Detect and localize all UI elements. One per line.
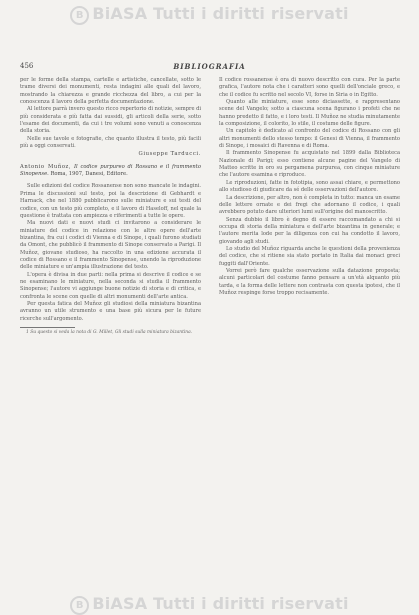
review-entry-heading [20, 164, 201, 179]
watermark-bottom-text: BiASA Tutti i diritti riservati [92, 594, 349, 613]
paragraph: Quanto alle miniature, esse sono diciassette, e rappresentano scene del Vangelo; sotto a ciascuna scena figurano i profeti che ne hanno predetto il fatto, e i loro testi. Il Muñoz ne studia minutamente la composizione, il colorito, lo stile, il costume delle figure. [219, 99, 400, 128]
paragraph: Ma nuovi dati e nuovi studi ci invitarono a considerare le miniature del codice in relazione con le altre opere dell'arte bizantina, fra cui i codici di Vienna e di Sinope, i quali furono studiati da Omont, che pubblicò il frammento di Sinope conservato a Parigi. Il Muñoz, giovane studioso, ha raccolto in una edizione accurata il codice di Rossano e il frammento Sinopense, unendo la riproduzione delle miniature e un'ampia illustrazione del testo. [20, 220, 201, 271]
paragraph: Un capitolo è dedicato al confronto del codice di Rossano con gli altri monumenti dello stesso tempo: il Genesi di Vienna, il frammento di Sinope, i mosaici di Ravenna e di Roma. [219, 128, 400, 150]
running-header [20, 62, 399, 74]
paragraph: Per questa fatica del Muñoz gli studiosi della miniatura bizantina avranno un utile strumento e una base più sicura per le future ricerche sull'argomento. [20, 300, 201, 322]
footnote-rule [20, 327, 75, 328]
paragraph: Senza dubbio il libro è degno di essere raccomandato a chi si occupa di storia della miniatura e dell'arte bizantina in generale; e l'autore merita lode per la diligenza con cui ha condotto il lavoro, giovando agli studi. [219, 216, 400, 245]
copyright-logo-icon: B [70, 596, 89, 615]
entry-author: Antonio Muñoz, [20, 163, 72, 170]
paragraph: Vorrei però fare qualche osservazione sulla datazione proposta; alcuni particolari del costume fanno pensare a un'età alquanto più tarda, e la forma delle lettere non contrasta con questa ipotesi, che il Muñoz respinge forse troppo recisamente. [219, 267, 400, 296]
paragraph: per le forme della stampa, cartelle e artistiche, cancellate, sotto le trame diversi dei monumenti, resta indagini alle quali del lavoro, mostrando la chiarezza e grande ricchezza del libro, a cui per la conoscenza il lavoro della perfetta documentazione. [20, 77, 201, 106]
paragraph: Sulle edizioni del codice Rossanense non sono mancate le indagini. Prima le discussioni sul testo, poi la descrizione di Gebhardt e Harnack, che nel 1880 pubblicarono sulle miniature e sui testi del codice, con un testo più completo, e il lavoro di Haseloff, nel quale la questione è trattata con ampiezza e riferimenti a tutte le opere. [20, 183, 201, 219]
entry-title: Il codice purpureo di Rossano e il frammento Sinopense. [20, 163, 201, 178]
review-signature: Giuseppe Tarducci. [138, 151, 201, 158]
paragraph: Il frammento Sinopense fu acquistato nel 1899 dalla Biblioteca Nazionale di Parigi; esso contiene alcune pagine del Vangelo di Matteo scritte in oro su pergamena purpurea, con cinque miniature che l'autore esamina e riproduce. [219, 150, 400, 179]
paragraph: Il codice rossanense è ora di nuovo descritto con cura. Per la parte grafica, l'autore nota che i caratteri sono quelli dell'onciale greco, e che il codice fu scritto nel secolo VI, forse in Siria o in Egitto. [219, 77, 400, 98]
watermark-top [0, 4, 419, 25]
footnote: 1 Su questo si veda la nota di G. Millet, Gli studi sulla miniatura bizantina. [26, 330, 193, 335]
paragraph: La descrizione, per altro, non è completa in tutto: manca un esame delle lettere ornate e dei fregi che adornano il codice, i quali avrebbero potuto dare ulteriori lumi sull'origine del manoscritto. [219, 194, 400, 216]
copyright-logo-icon: B [70, 6, 89, 25]
watermark-top-text: BiASA Tutti i diritti riservati [92, 4, 349, 23]
watermark-bottom [0, 594, 419, 615]
paragraph: Le riproduzioni, fatte in fototipia, sono assai chiare, e permettono allo studioso di giudicare da sé delle osservazioni dell'autore. [219, 179, 400, 194]
running-title: BIBLIOGRAFIA [173, 62, 246, 71]
paragraph: Al lettore parrà invero questo ricco repertorio di notizie, sempre di più considerata e più fatta dai sussidi, gli articoli della serie, sotto l'esame dei documenti, da cui i tre volumi sono venuti a conoscenza della storia. [20, 106, 201, 135]
right-column [219, 77, 400, 600]
page-number: 456 [20, 62, 34, 70]
paragraph: L'opera è divisa in due parti: nella prima si descrive il codice e se ne esaminano le miniature, nella seconda si studia il frammento Sinopense; l'autore vi aggiunge buone notizie di storia e di critica, e confronta le scene con quelle di altri monumenti dell'arte antica. [20, 271, 201, 300]
paragraph: Lo studio del Muñoz riguarda anche le questioni della provenienza del codice, che si ritiene sia stato portato in Italia dai monaci greci fuggiti dall'Oriente. [219, 245, 400, 267]
paragraph: Nelle sue tavole e fotografie, che quanto illustra il testo, più facili più a oggi conservati. [20, 135, 201, 150]
entry-publication: Roma, 1907, Danesi, Editore. [50, 171, 128, 178]
left-column [20, 77, 201, 586]
